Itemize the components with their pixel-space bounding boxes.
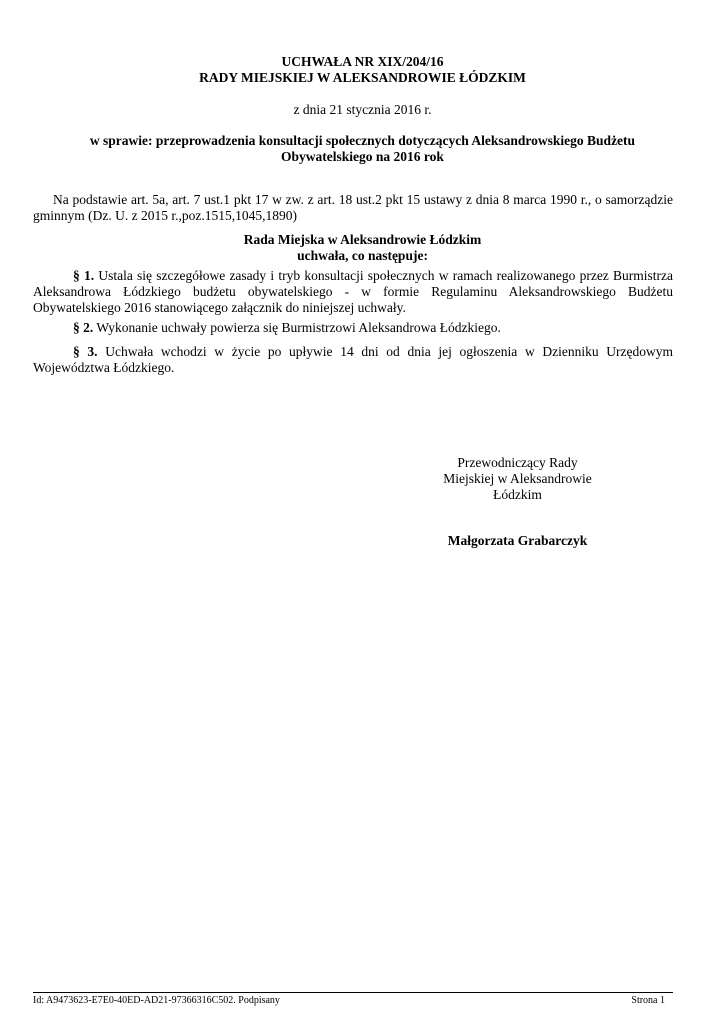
- council-name: RADY MIEJSKIEJ W ALEKSANDROWIE ŁÓDZKIM: [199, 70, 526, 85]
- resolution-date: z dnia 21 stycznia 2016 r.: [293, 102, 432, 117]
- paragraph-3: [33, 344, 673, 376]
- subject-line-1: w sprawie: przeprowadzenia konsultacji społecznych dotyczących Aleksandrowskiego Budżetu: [89, 133, 636, 148]
- paragraph-1-number: § 1.: [73, 268, 95, 283]
- council-decision-heading: [0, 232, 725, 264]
- footer-divider: [33, 992, 673, 993]
- paragraph-2-text: Wykonanie uchwały powierza się Burmistrzowi Aleksandrowa Łódzkiego.: [93, 320, 501, 335]
- paragraph-3-text: Uchwała wchodzi w życie po upływie 14 dni od dnia jej ogłoszenia w Dzienniku Urzędowym Województwa Łódzkiego.: [33, 344, 674, 375]
- signatory-role-line-1: Przewodniczący Rady: [457, 455, 578, 470]
- signatory-role-line-3: Łódzkim: [493, 487, 542, 502]
- resolution-subject: [60, 133, 665, 165]
- signatory-role-line-2: Miejskiej w Aleksandrowie: [443, 471, 592, 486]
- page-number: Strona 1: [631, 995, 665, 1006]
- signatory-role: [430, 455, 605, 503]
- document-id: Id: A9473623-E7E0-40ED-AD21-97366316C502. Podpisany: [33, 995, 280, 1006]
- council-line-1: Rada Miejska w Aleksandrowie Łódzkim: [243, 232, 482, 247]
- paragraph-2: [33, 320, 673, 336]
- paragraph-3-number: § 3.: [73, 344, 98, 359]
- signatory-name: Małgorzata Grabarczyk: [447, 533, 588, 548]
- council-line-2: uchwała, co następuje:: [297, 248, 428, 263]
- paragraph-1-text: Ustala się szczegółowe zasady i tryb konsultacji społecznych w ramach realizowanego przez Burmistrza Aleksandrowa Łódzkiego budżetu obywatelskiego - w formie Regulaminu Aleksandrowskiego Budżetu Obywatelskiego 2016 stanowiącego załącznik do niniejszej uchwały.: [33, 268, 674, 315]
- resolution-title: [0, 54, 725, 86]
- subject-line-2: Obywatelskiego na 2016 rok: [281, 149, 444, 164]
- paragraph-2-number: § 2.: [73, 320, 94, 335]
- legal-basis: Na podstawie art. 5a, art. 7 ust.1 pkt 17 w zw. z art. 18 ust.2 pkt 15 ustawy z dnia 8 marca 1990 r., o samorządzie gminnym (Dz. U. z 2015 r.,poz.1515,1045,1890): [33, 192, 673, 223]
- resolution-number: UCHWAŁA NR XIX/204/16: [281, 54, 444, 69]
- paragraph-1: [33, 268, 673, 316]
